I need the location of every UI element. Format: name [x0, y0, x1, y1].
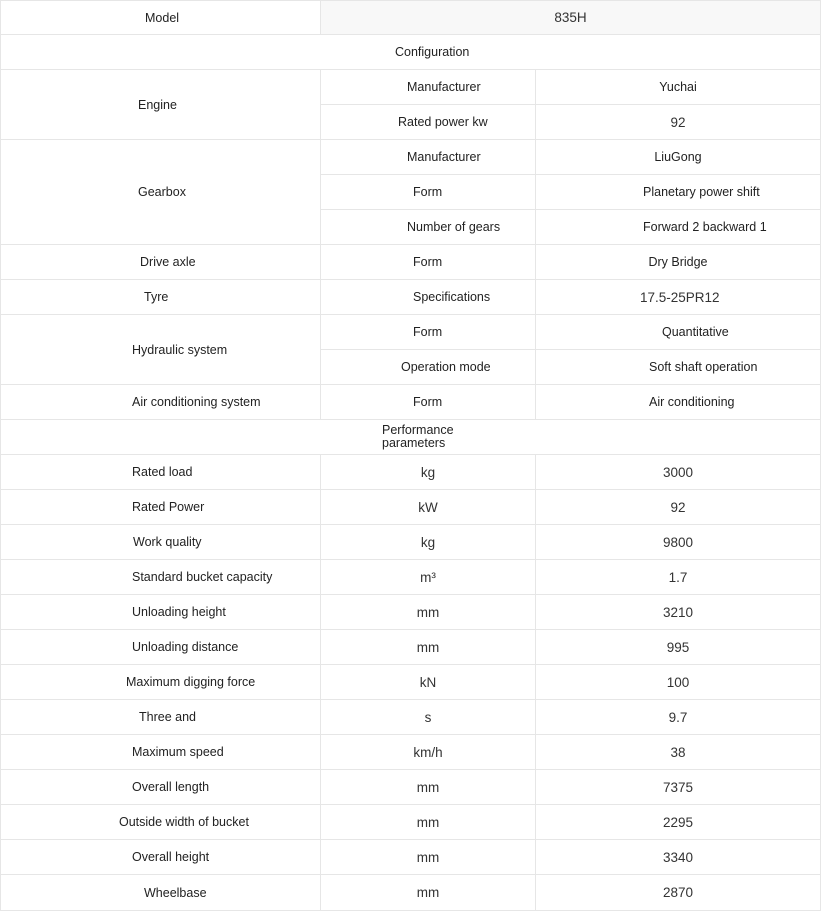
tyre-spec-label: Specifications — [321, 280, 536, 315]
perf-name: Standard bucket capacity — [1, 560, 321, 595]
perf-value: 38 — [536, 735, 821, 770]
gearbox-label: Gearbox — [1, 140, 321, 245]
perf-name: Three and — [1, 700, 321, 735]
gearbox-manufacturer-value: LiuGong — [536, 140, 821, 175]
perf-unit: mm — [321, 840, 536, 875]
table-row — [1, 280, 821, 315]
perf-value: 3210 — [536, 595, 821, 630]
perf-value: 2295 — [536, 805, 821, 840]
table-row — [1, 315, 821, 350]
perf-name: Rated load — [1, 455, 321, 490]
configuration-title: Configuration — [1, 35, 821, 70]
configuration-row — [1, 35, 821, 70]
perf-name: Unloading distance — [1, 630, 321, 665]
perf-name: Wheelbase — [1, 875, 321, 911]
table-row — [1, 630, 821, 665]
perf-value: 1.7 — [536, 560, 821, 595]
engine-label: Engine — [1, 70, 321, 140]
perf-value: 100 — [536, 665, 821, 700]
perf-name: Overall length — [1, 770, 321, 805]
table-row — [1, 70, 821, 105]
table-row — [1, 455, 821, 490]
drive-axle-label: Drive axle — [1, 245, 321, 280]
perf-unit: kN — [321, 665, 536, 700]
perf-name: Rated Power — [1, 490, 321, 525]
perf-value: 7375 — [536, 770, 821, 805]
tyre-spec-value: 17.5-25PR12 — [536, 280, 821, 315]
perf-name: Work quality — [1, 525, 321, 560]
perf-unit: km/h — [321, 735, 536, 770]
perf-value: 995 — [536, 630, 821, 665]
perf-value: 92 — [536, 490, 821, 525]
perf-unit: kW — [321, 490, 536, 525]
perf-name: Outside width of bucket — [1, 805, 321, 840]
engine-manufacturer-label: Manufacturer — [321, 70, 536, 105]
table-row — [1, 560, 821, 595]
model-row — [1, 1, 821, 35]
air-label: Air conditioning system — [1, 385, 321, 420]
air-form-value: Air conditioning — [536, 385, 821, 420]
perf-value: 3000 — [536, 455, 821, 490]
gearbox-gears-label: Number of gears — [321, 210, 536, 245]
table-row — [1, 805, 821, 840]
model-label: Model — [1, 1, 321, 35]
engine-rated-power-label: Rated power kw — [321, 105, 536, 140]
perf-unit: kg — [321, 525, 536, 560]
table-row — [1, 245, 821, 280]
perf-unit: mm — [321, 805, 536, 840]
table-row — [1, 665, 821, 700]
gearbox-form-label: Form — [321, 175, 536, 210]
table-row — [1, 385, 821, 420]
hydraulic-label: Hydraulic system — [1, 315, 321, 385]
perf-value: 3340 — [536, 840, 821, 875]
table-row — [1, 875, 821, 911]
perf-name: Maximum speed — [1, 735, 321, 770]
perf-name: Overall height — [1, 840, 321, 875]
hydraulic-mode-label: Operation mode — [321, 350, 536, 385]
air-form-label: Form — [321, 385, 536, 420]
table-row — [1, 700, 821, 735]
perf-unit: m³ — [321, 560, 536, 595]
perf-name: Maximum digging force — [1, 665, 321, 700]
perf-unit: mm — [321, 875, 536, 911]
table-row — [1, 840, 821, 875]
tyre-label: Tyre — [1, 280, 321, 315]
perf-unit: s — [321, 700, 536, 735]
model-value: 835H — [321, 1, 821, 35]
performance-title: Performance parameters — [382, 423, 454, 450]
gearbox-gears-value: Forward 2 backward 1 — [536, 210, 821, 245]
hydraulic-form-label: Form — [321, 315, 536, 350]
table-row — [1, 595, 821, 630]
engine-manufacturer-value: Yuchai — [536, 70, 821, 105]
gearbox-form-value: Planetary power shift — [536, 175, 821, 210]
perf-name: Unloading height — [1, 595, 321, 630]
gearbox-manufacturer-label: Manufacturer — [321, 140, 536, 175]
perf-unit: mm — [321, 770, 536, 805]
engine-rated-power-value: 92 — [536, 105, 821, 140]
table-row — [1, 490, 821, 525]
perf-unit: mm — [321, 595, 536, 630]
table-row — [1, 735, 821, 770]
table-row — [1, 770, 821, 805]
performance-row — [1, 420, 821, 455]
drive-axle-form-label: Form — [321, 245, 536, 280]
perf-value: 2870 — [536, 875, 821, 911]
drive-axle-form-value: Dry Bridge — [536, 245, 821, 280]
perf-unit: mm — [321, 630, 536, 665]
perf-value: 9800 — [536, 525, 821, 560]
perf-value: 9.7 — [536, 700, 821, 735]
table-row — [1, 525, 821, 560]
table-row — [1, 140, 821, 175]
perf-unit: kg — [321, 455, 536, 490]
hydraulic-form-value: Quantitative — [662, 325, 729, 339]
hydraulic-mode-value: Soft shaft operation — [536, 350, 821, 385]
